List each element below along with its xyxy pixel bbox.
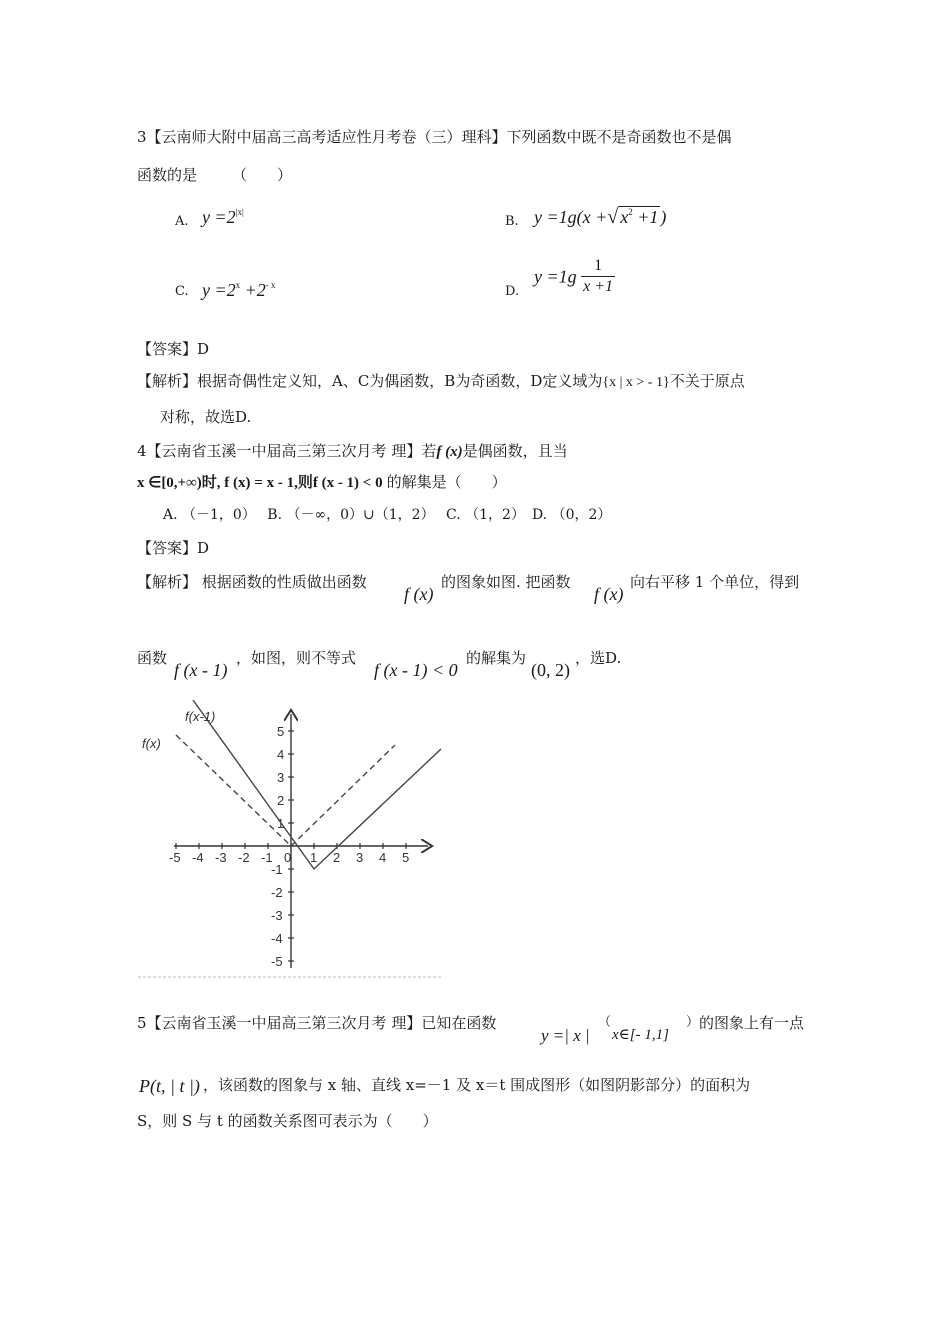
q4-analysis-text1: 【解析】 根据函数的性质做出函数 (137, 573, 367, 591)
q3-option-a-label: A. (175, 214, 189, 229)
label-fx-shifted: f(x-1) (185, 709, 216, 724)
label-fx: f(x) (142, 736, 161, 751)
y-tick-label: 1 (277, 816, 285, 831)
x-tick-label: 4 (379, 850, 387, 865)
q3-option-d-label: D. (505, 284, 520, 299)
y-tick-label: 4 (277, 747, 285, 762)
q4-stem-pre: 4【云南省玉溪一中届高三第三次月考 理】若 (137, 442, 437, 460)
q3-option-b-label: B. (505, 214, 519, 229)
x-tick-label: -5 (169, 850, 181, 865)
q4-function-graph (130, 700, 450, 985)
q5-paren-open: （ (598, 1015, 612, 1030)
q4-analysis-fx1: f (x) (404, 584, 434, 604)
q4-analysis-inequality: f (x - 1) < 0 (374, 660, 458, 680)
q4-analysis-text6: 的解集为 (466, 649, 527, 667)
y-tick-label: -3 (271, 908, 283, 923)
q4-stem-fx: f (x) (436, 444, 463, 460)
fx-shifted-curve-solid (193, 700, 441, 869)
q3-option-c-formula (202, 281, 276, 299)
q3-option-c-label: C. (175, 284, 189, 299)
y-tick-label: 3 (277, 770, 285, 785)
y-tick-label: -4 (271, 931, 283, 946)
q3-option-b-rad-x: x (620, 207, 629, 227)
q3-stem-line1: 3【云南师大附中届高三高考适应性月考卷（三）理科】下列函数中既不是奇函数也不是偶 (137, 128, 732, 146)
x-tick-label: 5 (402, 850, 410, 865)
q4-stem-tail: 的解集是（ ） (386, 473, 507, 491)
q4-analysis-text7: ，选D. (575, 649, 622, 667)
q3-analysis-set: {x | x > - 1} (602, 375, 670, 390)
q3-analysis-line2: 对称，故选D. (160, 408, 252, 426)
q3-option-c-mid: +2 (240, 280, 266, 300)
q4-answer: 【答案】D (137, 539, 210, 557)
y-tick-label: 5 (277, 724, 285, 739)
x-tick-label: 2 (333, 850, 341, 865)
x-tick-label: -2 (238, 850, 250, 865)
q3-option-b-formula: y =1g(x +√ $x^2 +1$ ) (534, 206, 667, 228)
q3-option-d-den: x +1 (583, 278, 614, 295)
q5-paren-close: ） (686, 1015, 700, 1030)
x-tick-label: 0 (284, 850, 292, 865)
q3-answer: 【答案】D (137, 340, 210, 358)
q4-analysis-line2-start: 函数 (137, 649, 168, 667)
q4-analysis-line1 (137, 575, 367, 590)
q4-stem-line2 (137, 475, 507, 491)
y-tick-label: -1 (271, 862, 283, 877)
x-tick-label: -1 (261, 850, 273, 865)
x-tick-label: -3 (215, 850, 227, 865)
q4-stem-post: 是偶函数，且当 (462, 442, 568, 460)
q5-stem-line1-pre: 5【云南省玉溪一中届高三第三次月考 理】已知在函数 (137, 1014, 497, 1032)
q3-option-b-pre: y =1g(x + (534, 207, 608, 227)
q4-analysis-text3: 向右平移 1 个单位，得到 (630, 573, 800, 591)
y-tick-label: -5 (271, 954, 283, 969)
q3-analysis-line1 (137, 374, 745, 390)
q3-stem-line2: 函数的是 (137, 166, 198, 184)
q5-stem-line2: ，该函数的图象与 x 轴、直线 x=－1 及 x＝t 围成图形（如图阴影部分）的面积为 (203, 1076, 751, 1094)
x-tick-label: -4 (192, 850, 204, 865)
q3-option-d-fraction (581, 258, 615, 295)
q4-analysis-text5: ，如图，则不等式 (236, 649, 357, 667)
q3-option-b-rad-rest: +1 (632, 207, 659, 227)
q3-option-d-pre: y =1g (534, 266, 577, 287)
q3-option-a-exp: |x| (235, 207, 244, 217)
q3-option-a-base: y =2 (202, 207, 236, 227)
q3-option-b-close: ) (660, 207, 667, 227)
q3-option-d-formula (534, 258, 615, 295)
x-tick-label: 1 (310, 850, 318, 865)
q5-stem-line3: S，则 S 与 t 的函数关系图可表示为（ ） (137, 1112, 438, 1130)
q3-paren: （ ） (232, 166, 293, 184)
y-tick-label: 2 (277, 793, 285, 808)
q4-analysis-interval: (0, 2) (531, 660, 570, 680)
q4-stem-line1 (137, 444, 568, 460)
q3-option-c-base1: y =2 (202, 280, 236, 300)
q4-options: A. （－1，0） B. （－∞，0）∪（1，2） C. （1，2） D. （0，2） (163, 507, 612, 523)
q3-option-a-formula (202, 208, 244, 226)
q4-analysis-text2: 的图象如图. 把函数 (441, 573, 571, 591)
q3-analysis-text2: 不关于原点 (669, 372, 745, 390)
q4-condition: x ∈[0,+∞)时, f (x) = x - 1,则f (x - 1) < 0 (137, 475, 383, 491)
q5-point: P(t, | t |) (139, 1076, 200, 1096)
y-tick-label: -2 (271, 885, 283, 900)
q4-analysis-fx2: f (x) (594, 584, 624, 604)
q3-option-c-exp2: - x (265, 280, 276, 290)
q3-option-d-num: 1 (594, 257, 603, 274)
q4-analysis-fx-shift: f (x - 1) (174, 660, 228, 680)
q3-option-b-rad-exp: 2 (628, 207, 633, 217)
q5-function: y =| x | (541, 1026, 590, 1045)
q3-option-c-exp1: x (235, 280, 241, 290)
q5-stem-line1-post: 的图象上有一点 (699, 1014, 805, 1032)
x-tick-label: 3 (356, 850, 364, 865)
q5-domain: x∈[- 1,1] (612, 1027, 669, 1043)
q3-analysis-text1: 【解析】根据奇偶性定义知，A、C为偶函数，B为奇函数，D定义域为 (137, 372, 603, 390)
